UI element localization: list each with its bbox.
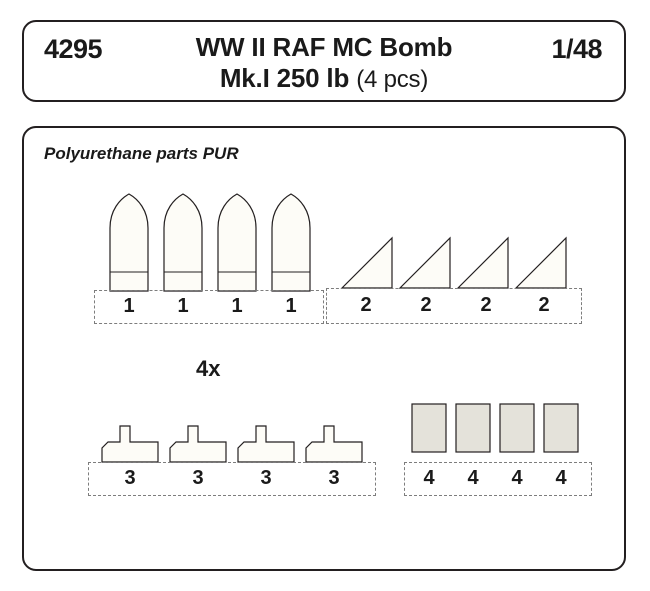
part-label-1-c: 1 [231, 295, 243, 317]
part-label-4-a: 4 [423, 467, 435, 489]
part-label-4-c: 4 [511, 467, 523, 489]
part-label-1-b: 1 [177, 295, 189, 317]
part-group-3-shapes [74, 404, 374, 466]
kit-number: 4295 [44, 34, 103, 64]
part-group-1-shapes [82, 188, 322, 292]
part-group-1 [82, 188, 322, 318]
scale-label: 1/48 [551, 34, 602, 64]
part-label-2-d: 2 [538, 294, 550, 316]
page-title [24, 32, 624, 96]
title-line-2-pieces: (4 pcs) [356, 66, 429, 93]
part-label-1-a: 1 [123, 295, 135, 317]
title-line-2 [24, 62, 624, 96]
part-label-2-c: 2 [480, 294, 492, 316]
title-line-1: WW II RAF MC Bomb [195, 32, 453, 62]
part-group-2-shapes [324, 188, 604, 292]
part-label-2-a: 2 [360, 294, 372, 316]
part-group-3 [74, 404, 374, 524]
part-label-3-d: 3 [328, 467, 340, 489]
part-group-4-shapes [402, 394, 602, 466]
part-label-4-b: 4 [467, 467, 479, 489]
part-group-4 [402, 394, 602, 524]
part-label-3-a: 3 [124, 467, 136, 489]
multiplier-label: 4x [196, 356, 221, 381]
part-label-2-b: 2 [420, 294, 432, 316]
parts-panel [22, 126, 626, 571]
part-label-3-b: 3 [192, 467, 204, 489]
part-label-3-c: 3 [260, 467, 272, 489]
material-label: Polyurethane parts PUR [44, 144, 239, 163]
part-label-4-d: 4 [555, 467, 567, 489]
part-label-1-d: 1 [285, 295, 297, 317]
header-box [22, 20, 626, 102]
part-group-2 [324, 188, 604, 318]
title-line-2-main: Mk.I 250 lb [219, 63, 350, 93]
